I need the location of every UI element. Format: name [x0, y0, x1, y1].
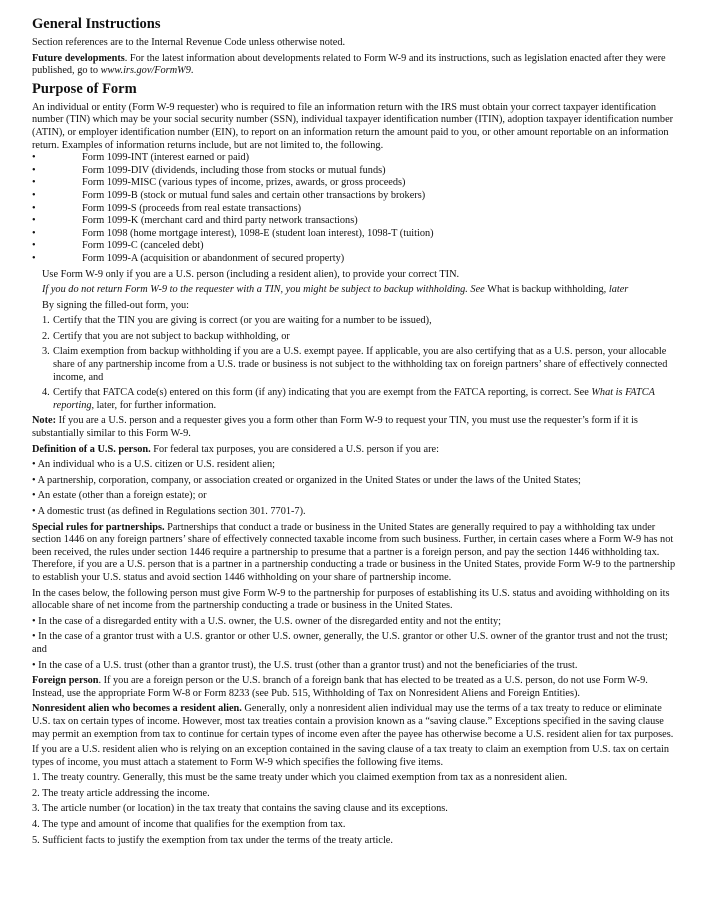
purpose-paragraph: An individual or entity (Form W-9 requester) who is required to file an information return with the IRS must obtain your correct taxpayer identification number (TIN) which may be your social security number (SSN), individual taxpayer identification number (ITIN), adoption taxpayer identification number (ATIN), or employer identification number (EIN), to report on an information return the amount paid to you, or other amount reportable on an information return. Examples of information returns include, but are not limited to, the following.: [32, 101, 674, 151]
list-item: [32, 253, 682, 266]
list-item: [32, 152, 682, 165]
backup-later-text: later: [608, 284, 629, 296]
certify4-end: , later, for further information.: [91, 399, 217, 411]
form-item-label: Form 1099-S (proceeds from real estate transactions): [82, 202, 302, 214]
list-item: [32, 228, 682, 241]
fatca-reporting-ref: What is FATCA reporting: [53, 387, 655, 411]
us-person-item: • An estate (other than a foreign estate); or: [32, 490, 207, 502]
certify-item: [42, 331, 682, 344]
foreign-person-paragraph: [32, 675, 682, 700]
bullet: •: [32, 177, 36, 189]
form-item-label: Form 1099-DIV (dividends, including those from stocks or mutual funds): [82, 164, 386, 176]
us-person-item: • A partnership, corporation, company, or association created or organized in the United States or under the laws of the United States;: [32, 474, 581, 486]
us-person-item: • An individual who is a U.S. citizen or U.S. resident alien;: [32, 459, 275, 471]
item-number: 2.: [42, 330, 50, 342]
special-rules-text: Partnerships that conduct a trade or business in the United States are generally required to pay a withholding tax under section 1446 on any foreign partners’ share of effectively connected taxable income from such business. Further, in certain cases where a Form W-9 has not been received, the rules under section 1446 require a partnership to presume that a partner is a foreign person, and pay the section 1446 withholding tax. Therefore, if you are a U.S. person that is a partner in a partnership conducting a trade or business in the United States, provide Form W-9 to the partnership to establish your U.S. status and avoid section 1446 withholding on your share of partnership income.: [32, 521, 676, 583]
bullet: •: [32, 227, 36, 239]
form-item-label: Form 1099-C (canceled debt): [82, 240, 204, 252]
bullet: •: [32, 202, 36, 214]
definition-text: For federal tax purposes, you are considered a U.S. person if you are:: [150, 443, 439, 455]
foreign-person-text: . If you are a foreign person or the U.S. branch of a foreign bank that has elected to be treated as a U.S. person, do not use Form W-9. Instead, use the appropriate Form W-8 or Form 8233 (see Pub. 515, Withholding of Tax on Nonresident Aliens and Foreign Entities).: [32, 675, 648, 699]
section-references-text: Section references are to the Internal Revenue Code unless otherwise noted.: [32, 37, 346, 48]
note-text: If you are a U.S. person and a requester gives you a form other than Form W-9 to request your TIN, you must use the requester’s form if it is substantially similar to this Form W-9.: [32, 415, 638, 440]
backup-withholding-paragraph: [42, 284, 682, 297]
us-person-item: • A domestic trust (as defined in Regulations section 301. 7701-7).: [32, 506, 306, 517]
bullet: •: [32, 215, 36, 227]
future-developments-lead: Future developments: [32, 52, 125, 64]
item-number: 4.: [42, 387, 50, 399]
definition-lead: Definition of a U.S. person.: [32, 443, 151, 455]
certify-item: [42, 346, 682, 384]
treaty-item: 2. The treaty article addressing the income.: [32, 787, 210, 799]
item-text: Certify that the TIN you are giving is correct (or you are waiting for a number to be issued),: [53, 315, 432, 327]
form-item-label: Form 1099-K (merchant card and third party network transactions): [82, 215, 358, 227]
form-item-label: Form 1099-INT (interest earned or paid): [82, 152, 250, 164]
general-instructions-heading: General Instructions: [32, 16, 161, 32]
special-rules-lead: Special rules for partnerships.: [32, 521, 165, 533]
treaty-item: 3. The article number (or location) in the tax treaty that contains the saving clause and its exceptions.: [32, 803, 448, 815]
form-item-label: Form 1099-B (stock or mutual fund sales and certain other transactions by brokers): [82, 189, 426, 201]
bullet: •: [32, 240, 36, 252]
list-item: [32, 203, 682, 216]
certify4-text: Certify that FATCA code(s) entered on this form (if any) indicating that you are exempt from the FATCA reporting, is correct. See: [53, 387, 592, 399]
treaty-paragraph: If you are a U.S. resident alien who is relying on an exception contained in the saving clause of a tax treaty to claim an exemption from U.S. tax on certain types of income, you must attach a statement to Form W-9 which specifies the following five items.: [32, 744, 670, 768]
future-developments-paragraph: [32, 53, 682, 78]
list-item: [32, 165, 682, 178]
backup-plain-text: What is backup withholding,: [487, 284, 609, 296]
nonresident-lead: Nonresident alien who becomes a resident alien.: [32, 703, 242, 715]
treaty-item: 5. Sufficient facts to justify the exemption from tax under the terms of the treaty article.: [32, 834, 393, 846]
item-number: 3.: [42, 346, 50, 358]
case-item: • In the case of a U.S. trust (other than a grantor trust), the U.S. trust (other than a grantor trust) and not the beneficiaries of the trust.: [32, 659, 578, 671]
definition-paragraph: [32, 444, 682, 457]
bullet: •: [32, 164, 36, 176]
list-item: [32, 240, 682, 253]
certify-item: [42, 387, 682, 412]
item-number: 1.: [42, 315, 50, 327]
future-developments-end: .: [190, 65, 194, 77]
note-lead: Note:: [32, 415, 57, 427]
form-item-label: Form 1099-MISC (various types of income, prizes, awards, or gross proceeds): [82, 177, 406, 189]
item-text: [53, 387, 682, 412]
foreign-person-lead: Foreign person: [32, 675, 99, 687]
information-returns-list: [32, 152, 682, 265]
treaty-item: 1. The treaty country. Generally, this must be the same treaty under which you claimed exemption from tax as a nonresident alien.: [32, 772, 568, 784]
case-item: • In the case of a disregarded entity with a U.S. owner, the U.S. owner of the disregarded entity and not the entity;: [32, 615, 501, 627]
treaty-item: 4. The type and amount of income that qualifies for the exemption from tax.: [32, 819, 346, 831]
future-developments-text: . For the latest information about developments related to Form W-9 and its instructions, such as legislation enacted after they were published, go to: [32, 52, 666, 77]
list-item: [32, 190, 682, 203]
list-item: [32, 177, 682, 190]
nonresident-paragraph: [32, 703, 682, 741]
cases-paragraph: In the cases below, the following person must give Form W-9 to the partnership for purposes of establishing its U.S. status and avoiding withholding on its allocable share of net income from the partnership conducting a trade or business in the United States.: [32, 587, 670, 612]
item-text: Claim exemption from backup withholding if you are a U.S. exempt payee. If applicable, you are also certifying that as a U.S. person, your allocable share of any partnership income from a U.S. trade or business is not subject to the withholding tax on foreign partners’ share of effectively connected income, and: [53, 346, 668, 383]
item-text: Certify that you are not subject to backup withholding, or: [53, 330, 290, 342]
bullet: •: [32, 252, 36, 264]
note-paragraph: [32, 415, 682, 440]
bullet: •: [32, 152, 36, 164]
form-item-label: Form 1098 (home mortgage interest), 1098-E (student loan interest), 1098-T (tuition): [82, 227, 434, 239]
purpose-of-form-heading: Purpose of Form: [32, 80, 137, 97]
backup-italic-text: If you do not return Form W-9 to the requester with a TIN, you might be subject to backup withholding. See: [42, 284, 488, 296]
certify-item: [42, 315, 682, 328]
case-item: • In the case of a grantor trust with a U.S. grantor or other U.S. owner, generally, the U.S. grantor or other U.S. owner of the grantor trust and not the trust; and: [32, 631, 668, 655]
list-item: [32, 215, 682, 228]
nonresident-text: Generally, only a nonresident alien individual may use the terms of a tax treaty to reduce or eliminate U.S. tax on certain types of income. However, most tax treaties contain a provision known as a “saving clause.” Exceptions specified in the saving clause may permit an exemption from tax to continue for certain types of income even after the payee has otherwise become a U.S. resident alien for tax purposes.: [32, 703, 674, 740]
irs-url-link[interactable]: www.irs.gov/FormW9: [100, 65, 191, 77]
form-item-label: Form 1099-A (acquisition or abandonment of secured property): [82, 252, 345, 264]
signing-text: By signing the filled-out form, you:: [42, 299, 190, 311]
special-rules-paragraph: [32, 522, 682, 585]
use-only-text: Use Form W-9 only if you are a U.S. person (including a resident alien), to provide your correct TIN.: [42, 268, 460, 280]
bullet: •: [32, 189, 36, 201]
